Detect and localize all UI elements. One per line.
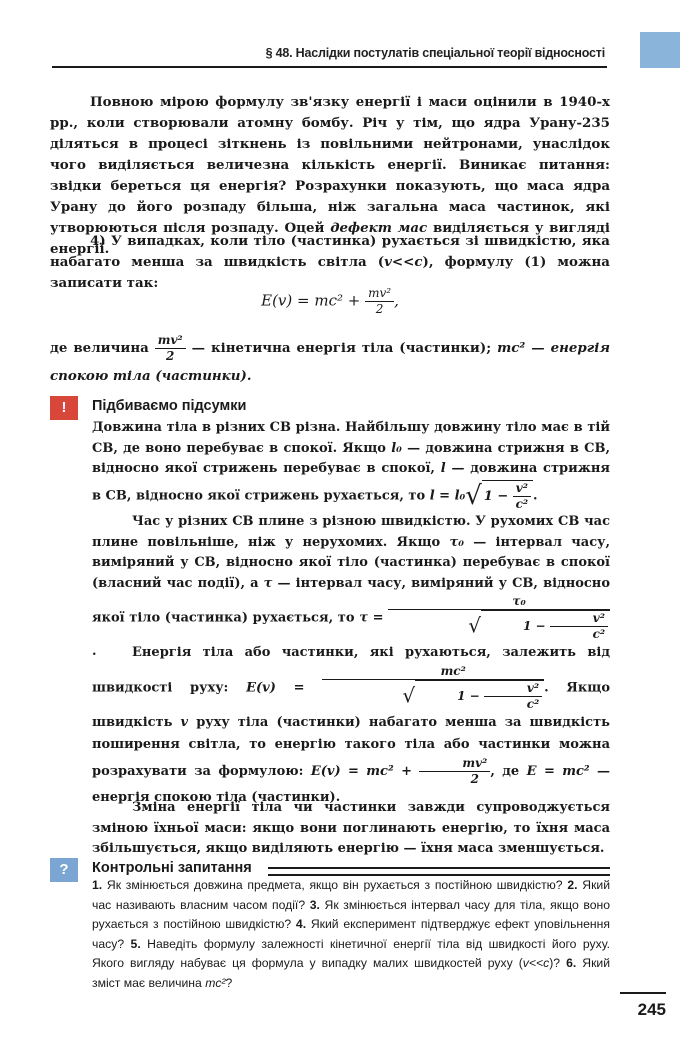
question-icon: ?	[50, 858, 78, 882]
questions-title: Контрольні запитання	[92, 860, 252, 876]
summary-time: Час у різних СВ плине з різною швидкістю. У рухомих СВ час плине повільніше, ніж у нерухомих. Якщо τ₀ — інтервал часу, виміряний у СВ, відносно якої тіло (частинка) перебуває в спокої (власний час події), а τ — інтервал часу, виміряний у СВ, відносно якої тіло (частинка) рухається, то τ = τ₀ √ 1 − $\frac{\text{v²}}{\text{c²}}$ .	[92, 514, 610, 659]
summary-heading	[50, 396, 610, 420]
paragraph-low-speed: 4) У випадках, коли тіло (частинка) рухається зі швидкістю, яка набагато менша за швидкість світла (v<<c), формулу (1) можна записати так:	[50, 233, 610, 291]
summary-length: Довжина тіла в різних СВ різна. Найбільшу довжину тіло має в тій СВ, де воно перебуває в спокої. Якщо l₀ — довжина стрижня в СВ, відносно якої стрижень перебуває в спокої, l — довжина стрижня в СВ, відносно якої стрижень рухається, то l = l₀√ 1 − $\frac{\text{v²}}{\text{c²}}$ .	[92, 420, 610, 511]
summary-mass-change: Зміна енергії тіла чи частинки завжди супроводжується зміною їхньої маси: якщо вони поглинають енергію, то їхня маса збільшується, якщо виділяють енергію — їхня маса зменшується.	[92, 800, 610, 856]
paragraph-uranium: Повною мірою формулу зв'язку енергії і маси оцінили в 1940-х рр., коли створювали атомну бомбу. Річ у тім, що ядра Урану-235 діляться в процесі зіткнень із повільними нейтронами, унаслідок чого виділяється величезна кількість енергії. Виникає питання: звідки береться ця енергія? Розрахунки показують, що маса ядра Урану до його розпаду більша, ніж загальна маса частинок, які утворюються після розпаду. Оцей дефект мас виділяється у вигляді енергії.	[50, 94, 610, 257]
formula-energy-low-speed: E(v) = mc² + $\frac{\text{mv²}}{2}$ ,	[261, 286, 399, 316]
section-divider	[268, 867, 610, 876]
page-number-rule	[620, 992, 666, 994]
exclamation-icon: !	[50, 396, 78, 420]
term-mass-defect: дефект мас	[330, 220, 428, 236]
page-header	[52, 44, 607, 68]
page-corner-tab	[640, 32, 680, 68]
page-number: 245	[637, 1000, 666, 1019]
questions-list: 1. Як змінюється довжина предмета, якщо він рухається з постійною швидкістю? 2. Який час називають власним часом події? 3. Як змінюється інтервал часу для тіла, якщо воно рухається з постійною швидкістю? 4. Який експеримент підтверджує ефект уповільнення часу? 5. Наведіть формулу залежності кінетичної енергії тіла від швидкості його руху. Якого вигляду набуває ця формула у випадку малих швидкостей руху (v<<c)? 6. Який зміст має величина mc²?	[92, 878, 611, 990]
summary-energy: Енергія тіла або частинки, які рухаються, залежить від швидкості руху: E(v) = mc² √ 1 − $\frac{\text{v²}}{\text{c²}}$ . Якщо швидкість v руху тіла (частинки) набагато менша за швидкість поширення світла, то енергію такого тіла або частинки можна розрахувати за формулою: E(v) = mc² + $\frac{\text{mv²}}{2}$ , де E = mc² — енергія спокою тіла (частинки).	[92, 645, 611, 805]
running-title: § 48. Наслідки постулатів спеціальної теорії відносності	[265, 46, 605, 60]
summary-title: Підбиваємо підсумки	[92, 398, 247, 414]
paragraph-kinetic: де величина $\frac{\text{mv²}}{2}$ — кінетична енергія тіла (частинки); mc² — енергія спокою тіла (частинки).	[50, 333, 611, 384]
